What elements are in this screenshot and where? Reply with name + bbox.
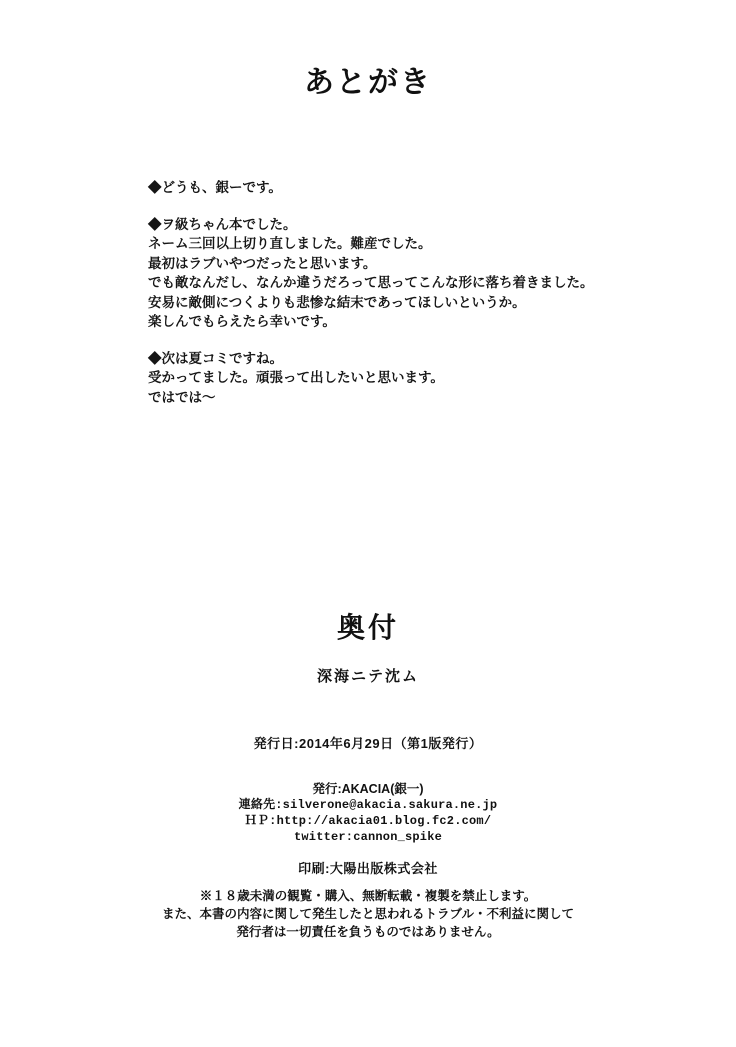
- afterword-paragraph-2: [148, 215, 618, 332]
- afterword-line: ネーム三回以上切り直しました。難産でした。: [148, 236, 432, 251]
- afterword-line: ◆どうも、銀ーです。: [148, 180, 282, 195]
- colophon-publish-date: 発行日:2014年6月29日（第1版発行）: [253, 736, 483, 751]
- colophon-work-title: 深海ニテ沈ム: [316, 668, 419, 685]
- colophon-notice-line: また、本書の内容に関して発生したと思われるトラブル・不利益に関して: [161, 907, 574, 921]
- afterword-line: 受かってました。頑張って出したいと思います。: [148, 370, 444, 385]
- afterword-body: [148, 178, 618, 407]
- afterword-line: ◆ヲ級ちゃん本でした。: [148, 216, 297, 232]
- colophon-notice-line: 発行者は一切責任を負うものではありません。: [236, 925, 500, 939]
- afterword-line: ◆次は夏コミですね。: [148, 350, 283, 366]
- colophon-heading: 奥付: [336, 612, 399, 643]
- colophon-twitter-handle: twitter:cannon_spike: [293, 830, 443, 844]
- colophon-notice-line: ※１８歳未満の観覧・購入、無断転載・複製を禁止します。: [199, 889, 537, 903]
- colophon-homepage-url: ＨＰ:http://akacia01.blog.fc2.com/: [244, 814, 492, 828]
- afterword-line: でも敵なんだし、なんか違うだろって思ってこんな形に落ち着きました。: [148, 275, 594, 290]
- afterword-paragraph-3: [148, 349, 618, 408]
- colophon-notice-block: [0, 887, 736, 941]
- afterword-paragraph-1: [148, 178, 618, 198]
- afterword-line: 最初はラブいやつだったと思います。: [148, 255, 377, 271]
- afterword-heading: あとがき: [304, 66, 432, 99]
- colophon-publisher-block: [0, 781, 736, 845]
- colophon-contact-email: 連絡先:silverone@akacia.sakura.ne.jp: [238, 798, 498, 812]
- afterword-line: 楽しんでもらえたら幸いです。: [148, 314, 336, 329]
- afterword-line: ではでは～: [148, 389, 216, 405]
- colophon-printer: 印刷:大陽出版株式会社: [298, 861, 438, 876]
- colophon-publisher-name: 発行:AKACIA(銀一): [312, 782, 424, 796]
- afterword-line: 安易に敵側につくよりも悲惨な結末であってほしいというか。: [148, 294, 526, 310]
